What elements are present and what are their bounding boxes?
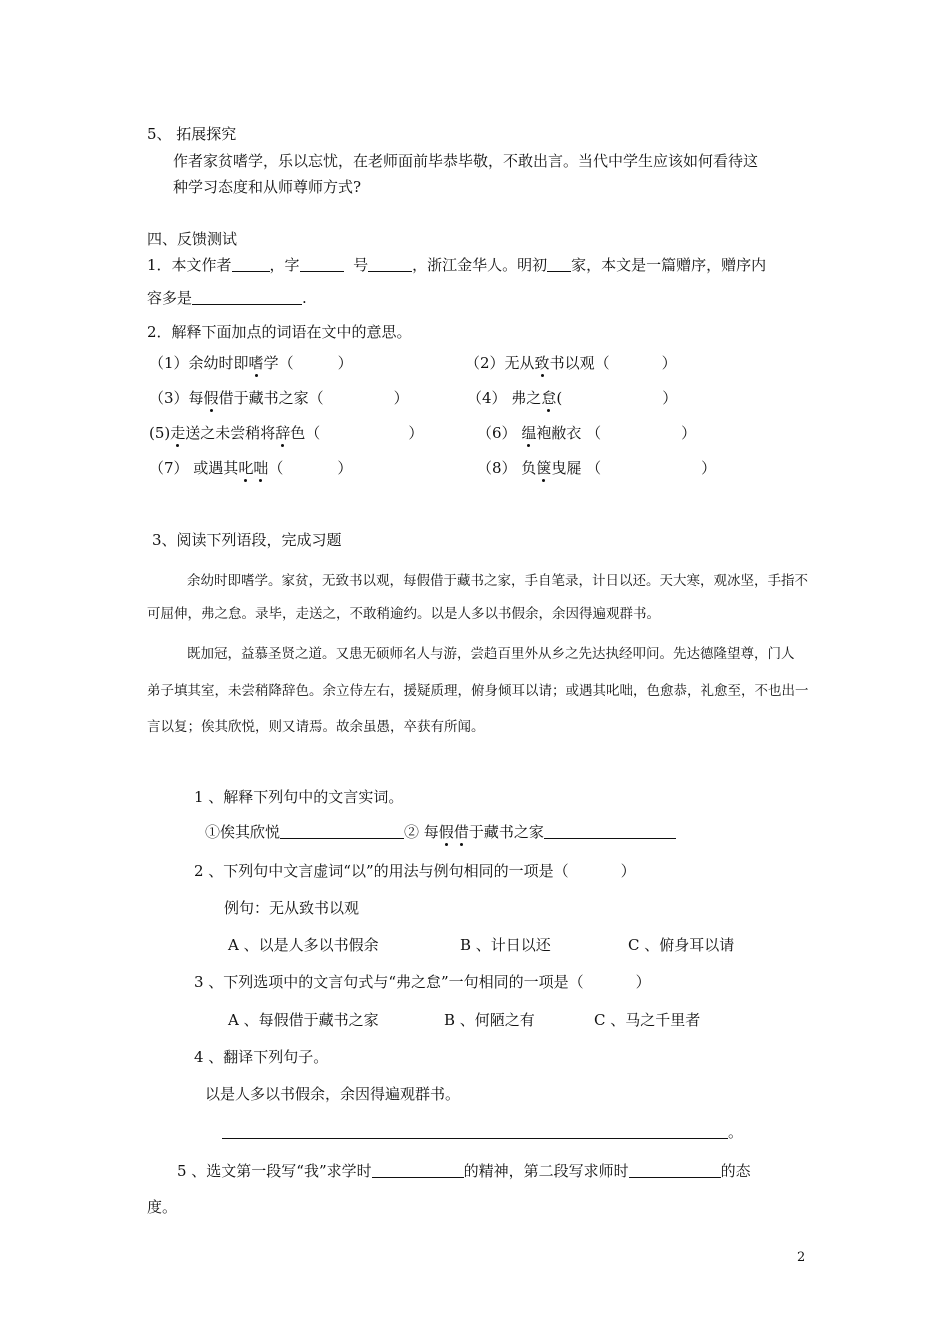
q2-item-text: （1）余幼时即 — [149, 354, 249, 372]
exercise-3-text: 3 、下列选项中的文言句式与“弗之怠”一句相同的一项是（ — [194, 973, 584, 991]
passage-p1-line-1: 余幼时即嗜学。家贫，无致书以观，每假借于藏书之家，手自笔录，计日以还。天大寒，观冰坚，手指不 — [187, 573, 808, 589]
exercise-2-example: 例句：无从致书以观 — [224, 899, 360, 917]
q1-text-e: 家，本文是一篇赠序，赠序内 — [571, 256, 767, 274]
passage-p2-line-2: 弟子填其室，未尝稍降辞色。余立侍左右，援疑质理，俯身倾耳以请；或遇其叱咄，色愈恭，礼愈至，不也出一 — [147, 683, 809, 699]
exercise-1-item-b-rest: 于藏书之家 — [468, 823, 544, 841]
q2-item-text: ） — [661, 354, 677, 372]
question-1-line-2 — [147, 288, 307, 308]
exercise-5-text-a: 5 、选文第一段写“我”求学时 — [177, 1162, 372, 1180]
dotted-word: 嗜 — [248, 354, 264, 372]
q2-item-text: ( — [556, 389, 563, 407]
q2-item-text: ） — [393, 389, 409, 407]
passage-p2-line-3: 言以复；俟其欣悦，则又请焉。故余虽愚，卒获有所闻。 — [147, 719, 485, 735]
exercise-2-option-c: C 、俯身耳以请 — [628, 936, 735, 954]
dotted-word: 假 — [438, 823, 454, 841]
dotted-word: 借 — [453, 823, 469, 841]
q2-item-text: （ — [268, 459, 284, 477]
page-number: 2 — [797, 1250, 806, 1265]
q2-item-text: ） — [337, 354, 353, 372]
section-3-title: 3、阅读下列语段，完成习题 — [152, 531, 342, 549]
dotted-word: 叱 — [238, 459, 254, 477]
author-blank[interactable] — [232, 257, 270, 272]
exercise-4-end: 。 — [728, 1123, 744, 1141]
exercise-2-end: ） — [620, 862, 636, 880]
q2-item-text: 袍敝衣 （ — [536, 424, 602, 442]
q2-item-text: （7） 或遇其 — [149, 459, 239, 477]
exercise-3-option-b: B 、何陋之有 — [444, 1011, 535, 1029]
dotted-word: 箧 — [536, 459, 552, 477]
q2-item-5 — [149, 423, 423, 443]
q2-item-text: 送之未尝稍将 — [185, 424, 276, 442]
dotted-word: 致 — [534, 354, 550, 372]
q1-text-d: ，浙江金华人。明初 — [412, 256, 548, 274]
q2-item-text: 学（ — [263, 354, 294, 372]
passage-p2-line-1: 既加冠，益慕圣贤之道。又患无硕师名人与游，尝趋百里外从乡之先达执经叩问。先达德隆望尊，门人 — [187, 646, 795, 662]
exercise-5-line-2: 度。 — [147, 1198, 178, 1216]
q2-item-text: 色（ — [290, 424, 321, 442]
exercise-3-option-a: A 、每假借于藏书之家 — [228, 1011, 379, 1029]
q2-item-text: ） — [337, 459, 353, 477]
exercise-5-blank-1[interactable] — [372, 1163, 464, 1178]
exercise-5-blank-2[interactable] — [629, 1163, 721, 1178]
dotted-word: 走 — [170, 424, 186, 442]
exercise-1-items — [205, 822, 676, 842]
pen-name-blank[interactable] — [368, 257, 412, 272]
q2-item-text: （6） — [477, 424, 522, 442]
exercise-2-text: 2 、下列句中文言虚词“以”的用法与例句相同的一项是（ — [194, 862, 569, 880]
dotted-word: 咄 — [253, 459, 269, 477]
q2-item-6 — [477, 423, 696, 443]
exercise-4-title: 4 、翻译下列句子。 — [194, 1048, 329, 1066]
q2-item-text: （4） 弗之 — [467, 389, 542, 407]
q2-item-text: （2）无从 — [465, 354, 535, 372]
courtesy-name-blank[interactable] — [300, 257, 344, 272]
question-1-line-1 — [147, 255, 766, 275]
exercise-1-item-a: ①俟其欣悦 — [205, 823, 281, 841]
q2-item-text: 曳屣 （ — [551, 459, 602, 477]
exercise-3-title — [194, 972, 651, 992]
q2-item-text: （8） 负 — [477, 459, 537, 477]
exercise-3-end: ） — [635, 973, 651, 991]
q1-text-a: 1．本文作者 — [147, 256, 232, 274]
section-5-title: 5、 拓展探究 — [147, 125, 237, 143]
profession-blank[interactable] — [547, 257, 571, 272]
q2-item-text: ） — [408, 424, 424, 442]
q1-text-g: . — [302, 289, 307, 307]
q2-item-8 — [477, 458, 716, 478]
q1-text-c: 号 — [353, 256, 369, 274]
exercise-1-item-b: ② 每 — [404, 823, 439, 841]
preface-content-blank[interactable] — [192, 290, 302, 305]
exercise-3-option-c: C 、马之千里者 — [594, 1011, 701, 1029]
exercise-5-text-c: 的态 — [720, 1162, 751, 1180]
exercise-2-option-b: B 、计日以还 — [460, 936, 551, 954]
exercise-5-line-1 — [177, 1161, 751, 1181]
q2-item-text: ） — [701, 459, 717, 477]
exercise-1-title: 1 、解释下列句中的文言实词。 — [194, 788, 404, 806]
passage-p1-line-2: 可屈伸，弗之怠。录毕，走送之，不敢稍逾约。以是人多以书假余，余因得遍观群书。 — [147, 606, 660, 622]
section-5-question-line-2: 种学习态度和从师尊师方式? — [173, 178, 362, 196]
q2-item-7 — [149, 458, 352, 478]
q2-item-text: (5) — [149, 424, 171, 442]
exercise-1-blank-b[interactable] — [544, 824, 676, 839]
exercise-4-answer-line — [222, 1122, 743, 1142]
q1-text-b: ，字 — [269, 256, 300, 274]
dotted-word: 怠 — [541, 389, 557, 407]
section-4-title: 四、反馈测试 — [147, 230, 238, 248]
translation-blank[interactable] — [222, 1124, 728, 1139]
dotted-word: 缊 — [521, 424, 537, 442]
q2-item-text: ） — [662, 389, 678, 407]
q2-item-text: （3）每 — [149, 389, 204, 407]
q2-item-text: 借于藏书之家（ — [218, 389, 324, 407]
q2-item-text: 书以观（ — [549, 354, 610, 372]
q2-item-2 — [465, 353, 677, 373]
q2-item-3 — [149, 388, 409, 408]
dotted-word: 辞 — [275, 424, 291, 442]
question-2-title: 2．解释下面加点的词语在文中的意思。 — [147, 323, 412, 341]
q2-item-1 — [149, 353, 353, 373]
exercise-5-text-b: 的精神，第二段写求师时 — [463, 1162, 629, 1180]
q2-item-4 — [467, 388, 677, 408]
section-5-question-line-1: 作者家贫嗜学，乐以忘忧，在老师面前毕恭毕敬，不敢出言。当代中学生应该如何看待这 — [173, 152, 759, 170]
dotted-word: 假 — [203, 389, 219, 407]
exercise-1-blank-a[interactable] — [280, 824, 404, 839]
q2-item-text: ） — [681, 424, 697, 442]
exercise-2-title — [194, 861, 636, 881]
exercise-2-option-a: A 、以是人多以书假余 — [228, 936, 379, 954]
q1-text-f: 容多是 — [147, 289, 193, 307]
exercise-4-sentence: 以是人多以书假余，余因得遍观群书。 — [205, 1085, 461, 1103]
